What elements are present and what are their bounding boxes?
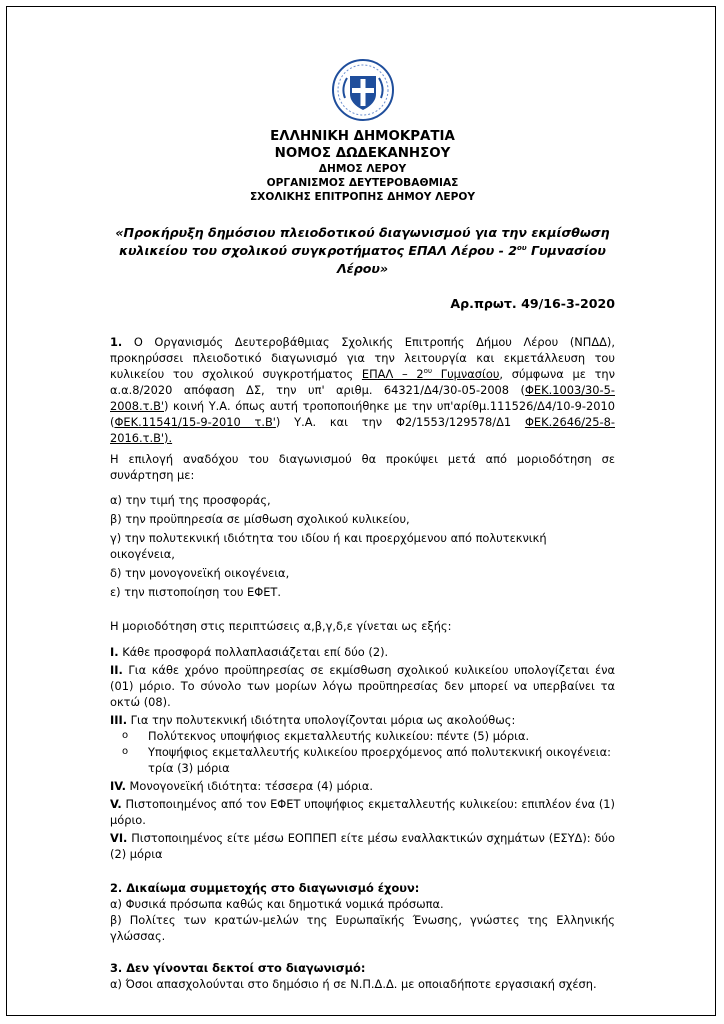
- section-3-heading: 3. Δεν γίνονται δεκτοί στο διαγωνισμό:: [110, 961, 366, 975]
- rule-number: V.: [110, 797, 122, 811]
- rule-text: Κάθε προσφορά πολλαπλασιάζεται επί δύο (2).: [118, 645, 389, 659]
- selection-paragraph: Η επιλογή αναδόχου του διαγωνισμού θα προκύψει μετά από μοριοδότηση σε συνάρτηση με:: [110, 452, 615, 482]
- fek-reference-3: ΦΕΚ.2646/25-8-2016.τ.Β').: [110, 415, 615, 445]
- criterion-item: α) την τιμή της προσφοράς,: [110, 493, 271, 507]
- title-line-1: «Προκήρυξη δημόσιου πλειοδοτικού διαγωνισμού για την εκμίσθωση: [115, 225, 610, 240]
- document-title: [110, 224, 615, 278]
- rule-item: [110, 778, 615, 794]
- rule-item: [110, 712, 615, 728]
- sub-rule-item: [110, 744, 615, 776]
- rule-number: II.: [110, 663, 123, 677]
- rule-text: Πιστοποιημένος από τον ΕΦΕΤ υποψήφιος εκμεταλλευτής κυλικείου: επιπλέον ένα (1) μόριο.: [110, 797, 615, 827]
- rule-item: [110, 644, 615, 660]
- scoring-rules: [110, 644, 615, 862]
- sub-rule-text: Υποψήφιος εκμεταλλευτής κυλικείου προερχόμενος από πολυτεκνική οικογένεια: τρία (3) μόρια: [148, 745, 611, 775]
- section-1-text-3: ) κοινή Υ.Α. όπως αυτή τροποποιήθηκε με την υπ'αρίθμ.111526/Δ4/10-9-2010 (: [110, 399, 615, 429]
- school-complex-b: Γυμνασίου: [432, 367, 500, 381]
- section-2-heading: 2. Δικαίωμα συμμετοχής στο διαγωνισμό έχουν:: [110, 881, 420, 895]
- header-line-municipality: ΔΗΜΟΣ ΛΕΡΟΥ: [318, 163, 407, 175]
- greek-coat-of-arms-emblem: [331, 58, 395, 122]
- criterion-item: ε) την πιστοποίηση του ΕΦΕΤ.: [110, 585, 281, 599]
- rule-number: III.: [110, 713, 128, 727]
- sub-rule-text: Πολύτεκνος υποψήφιος εκμεταλλευτής κυλικείου: πέντε (5) μόρια.: [148, 729, 530, 743]
- section-1-text-4: ) Υ.Α. και την Φ2/1553/129578/Δ1: [275, 415, 525, 429]
- section-1-paragraph: [110, 334, 615, 446]
- rule-text: Για κάθε χρόνο προϋπηρεσίας σε εκμίσθωση σχολικού κυλικείου υπολογίζεται ένα (01) μόριο. Το σύνολο των μορίων λόγω προϋπηρεσίας δεν μπορεί να υπερβαίνει τα οκτώ (08).: [110, 663, 615, 709]
- bullet-icon: o: [122, 746, 129, 757]
- header-line-prefecture: ΝΟΜΟΣ ΔΩΔΕΚΑΝΗΣΟΥ: [274, 146, 451, 161]
- criterion-item: δ) την μονογονεϊκή οικογένεια,: [110, 566, 290, 580]
- protocol-number: Αρ.πρωτ. 49/16-3-2020: [450, 296, 615, 311]
- school-complex-a: ΕΠΑΛ – 2: [361, 367, 424, 381]
- rule-text: Για την πολυτεκνική ιδιότητα υπολογίζονται μόρια ως ακολούθως:: [127, 713, 516, 727]
- fek-reference-1: ΦΕΚ.1003/30-5-2008.τ.Β': [110, 383, 615, 413]
- criteria-list: [110, 492, 615, 600]
- rule-item: [110, 796, 615, 828]
- rule-number: VI.: [110, 831, 128, 845]
- header-line-committee: ΣΧΟΛΙΚΗΣ ΕΠΙΤΡΟΠΗΣ ΔΗΜΟΥ ΛΕΡΟΥ: [249, 191, 476, 203]
- rule-item: [110, 662, 615, 710]
- document-header: [110, 128, 615, 204]
- bullet-icon: o: [122, 730, 129, 741]
- title-line-2: [110, 242, 615, 278]
- rule-item: [110, 830, 615, 862]
- exclusion-item: α) Όσοι απασχολούνται στο δημόσιο ή σε Ν.Π.Δ.Δ. με οποιαδήποτε εργασιακή σχέση.: [110, 977, 597, 991]
- school-complex-sup: ου: [423, 367, 432, 376]
- title-superscript: ου: [517, 243, 527, 252]
- section-1-number: 1.: [110, 335, 123, 349]
- criterion-item: γ) την πολυτεκνική ιδιότητα του ιδίου ή και προερχόμενου από πολυτεκνική οικογένεια,: [110, 531, 547, 561]
- participation-item: α) Φυσικά πρόσωπα καθώς και δημοτικά νομικά πρόσωπα.: [110, 897, 444, 911]
- document-page: [110, 58, 615, 992]
- rule-text: Μονογονεϊκή ιδιότητα: τέσσερα (4) μόρια.: [125, 779, 374, 793]
- fek-reference-2: ΦΕΚ.11541/15-9-2010 τ.Β': [114, 415, 276, 429]
- scoring-intro: Η μοριοδότηση στις περιπτώσεις α,β,γ,δ,ε γίνεται ως εξής:: [110, 619, 452, 633]
- participation-item: β) Πολίτες των κρατών-μελών της Ευρωπαϊκής Ένωσης, γνώστες της Ελληνικής γλώσσας.: [110, 913, 615, 943]
- title-line-2-end: Γυμνασίου Λέρου»: [336, 243, 606, 276]
- criterion-item: β) την προϋπηρεσία σε μίσθωση σχολικού κυλικείου,: [110, 512, 410, 526]
- rule-text: Πιστοποιημένος είτε μέσω ΕΟΠΠΕΠ είτε μέσω εναλλακτικών σχημάτων (ΕΣΥΔ): δύο (2) μόρια: [110, 831, 615, 861]
- section-1-text-2: , σύμφωνα με την α.α.8/2020 απόφαση ΔΣ, την υπ' αριθμ. 64321/Δ4/30-05-2008 (: [110, 367, 616, 397]
- school-complex-link: [362, 367, 499, 381]
- header-line-country: ΕΛΛΗΝΙΚΗ ΔΗΜΟΚΡΑΤΙΑ: [270, 129, 455, 144]
- rule-number: IV.: [110, 779, 126, 793]
- section-1-text-1: Ο Οργανισμός Δευτεροβάθμιας Σχολικής Επιτροπής Δήμου Λέρου (ΝΠΔΔ), προκηρύσσει πλειοδοτικό διαγωνισμό για την λειτουργία και εκμετάλλευση του κυλικείου του σχολικού συγκροτήματος: [110, 335, 615, 381]
- rule-number: I.: [110, 645, 119, 659]
- header-line-organization: ΟΡΓΑΝΙΣΜΟΣ ΔΕΥΤΕΡΟΒΑΘΜΙΑΣ: [266, 177, 459, 189]
- sub-rule-item: [110, 728, 615, 744]
- title-line-2-text: κυλικείου του σχολικού συγκροτήματος ΕΠΑΛ Λέρου - 2: [119, 243, 518, 258]
